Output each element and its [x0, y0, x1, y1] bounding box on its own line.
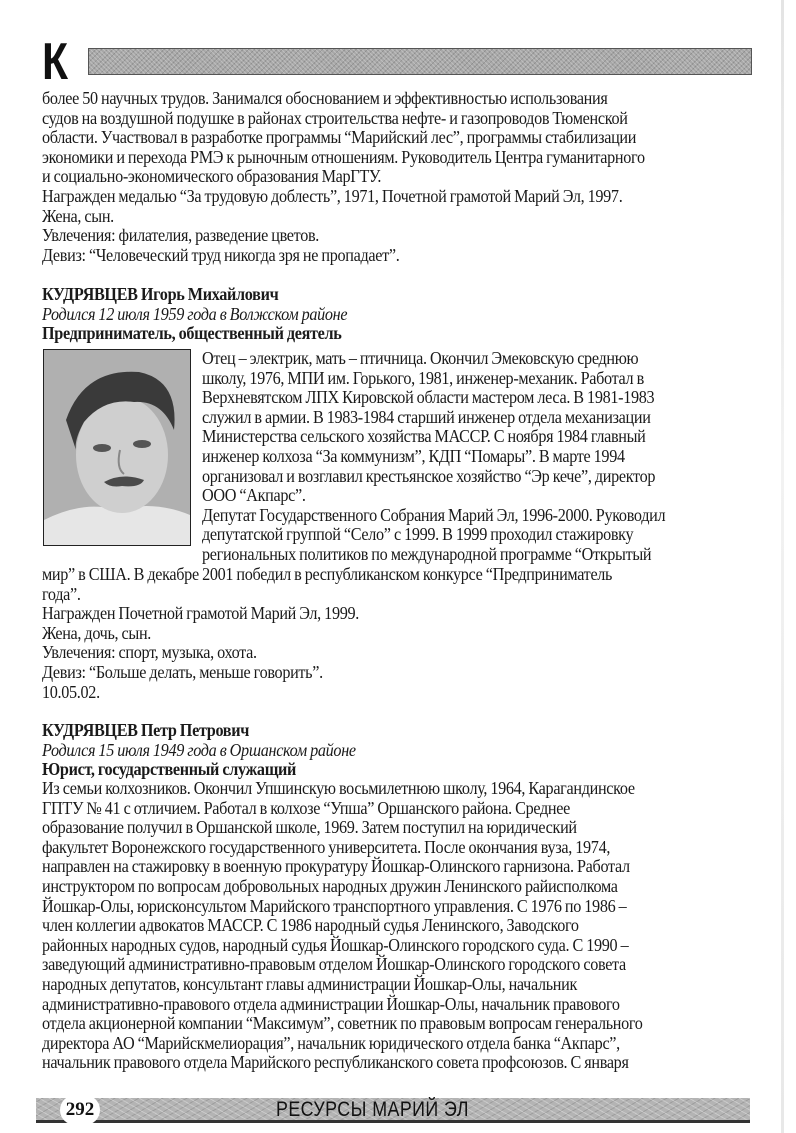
entry-bio [42, 779, 643, 1073]
text-line: административно-правового отдела администрации Йошкар-Олы, начальник правового [42, 993, 620, 1014]
section-header [40, 33, 752, 91]
text-line: член коллегии адвокатов МАССР. С 1986 народный судья Ленинского, Заводского [42, 915, 579, 936]
awards-line: Награжден Почетной грамотой Марий Эл, 1999. [42, 603, 359, 624]
text-line: ООО “Акпарс”. [202, 485, 306, 506]
text-line: области. Участвовал в разработке программы “Марийский лес”, программы стабилизации [42, 127, 637, 148]
entry-heading [42, 285, 347, 344]
text-line: служил в армии. В 1983-1984 старший инженер отдела механизации [202, 406, 651, 427]
entry-birth: Родился 15 июля 1949 года в Оршанском районе [42, 739, 356, 760]
text-line: Отец – электрик, мать – птичница. Окончил Эмековскую среднюю [202, 348, 639, 368]
text-line: региональных политиков по международной программе “Открытый [202, 543, 652, 564]
text-line: экономики и перехода РМЭ к рыночным отношениям. Руководитель Центра гуманитарного [42, 146, 645, 167]
hobbies-line: Увлечения: спорт, музыка, охота. [42, 642, 257, 663]
family-line: Жена, сын. [42, 205, 114, 226]
text-line: мир” в США. В декабре 2001 победил в республиканском конкурсе “Предприниматель [42, 564, 613, 584]
text-line: инженер колхоза “За коммунизм”, КДП “Помары”. В марте 1994 [202, 445, 625, 466]
text-line: судов на воздушной подушке в районах строительства нефте- и газопроводов Тюменской [42, 107, 628, 128]
family-line: Жена, дочь, сын. [42, 622, 152, 643]
awards-line: Награжден медалью “За трудовую доблесть”, 1971, Почетной грамотой Марий Эл, 1997. [42, 185, 623, 206]
entry-occupation: Юрист, государственный служащий [42, 759, 297, 780]
motto-line: Девиз: “Человеческий труд никогда зря не пропадает”. [42, 244, 400, 265]
entry-name: КУДРЯВЦЕВ Игорь Михайлович [42, 284, 279, 304]
entry-heading [42, 721, 356, 780]
text-line: директора АО “Марийскмелиорация”, начальник юридического отдела банка “Акпарс”, [42, 1032, 620, 1053]
text-line: инструктором по вопросам добровольных народных дружин Ленинского райисполкома [42, 875, 618, 896]
text-line: Йошкар-Олы, юрисконсультом Марийского транспортного управления. С 1976 по 1986 – [42, 895, 627, 916]
hobbies-line: Увлечения: филателия, разведение цветов. [42, 225, 320, 246]
text-line: депутатской группой “Село” с 1999. В 1999 проходил стажировку [202, 524, 634, 545]
text-line: народных депутатов, консультант главы администрации Йошкар-Олы, начальник [42, 973, 577, 994]
text-line: Министерства сельского хозяйства МАССР. С ноября 1984 главный [202, 426, 646, 447]
page-number: 292 [60, 1095, 100, 1125]
text-line: и социально-экономического образования МарГТУ. [42, 166, 382, 187]
running-footer-title: РЕСУРСЫ МАРИЙ ЭЛ [276, 1098, 469, 1121]
text-line: заведующий административно-правовым отделом Йошкар-Олинского городского совета [42, 954, 626, 975]
entry-bio-continued [42, 565, 612, 702]
scan-edge [781, 0, 784, 1133]
text-line: районных народных судов, народный судья Йошкар-Олинского городского суда. С 1990 – [42, 934, 629, 955]
date-line: 10.05.02. [42, 681, 100, 702]
text-line: Верхневятском ЛПХ Кировской области мастером леса. В 1981-1983 [202, 387, 655, 408]
section-letter: К [42, 33, 69, 91]
header-decorative-bar [88, 48, 752, 75]
entry-name: КУДРЯВЦЕВ Петр Петрович [42, 720, 250, 740]
continued-entry [42, 89, 645, 265]
text-line: организовал и возглавил крестьянское хозяйство “Эр кече”, директор [202, 465, 656, 486]
text-line: более 50 научных трудов. Занимался обоснованием и эффективностью использования [42, 88, 608, 108]
text-line: образование получил в Оршанской школе, 1969. Затем поступил на юридический [42, 817, 577, 838]
motto-line: Девиз: “Больше делать, меньше говорить”. [42, 661, 323, 682]
portrait-illustration [44, 350, 190, 545]
text-line: года”. [42, 583, 81, 604]
text-line: ГПТУ № 41 с отличием. Работал в колхозе “Упша” Оршанского района. Среднее [42, 797, 570, 818]
entry-birth: Родился 12 июля 1959 года в Волжском районе [42, 303, 348, 324]
text-line: факультет Воронежского государственного университета. После окончания вуза, 1974, [42, 836, 611, 857]
portrait-photo [43, 349, 191, 546]
text-line: школу, 1976, МПИ им. Горького, 1981, инженер-механик. Работал в [202, 367, 644, 388]
text-line: начальник правового отдела Марийского республиканского совета профсоюзов. С января [42, 1052, 629, 1073]
entry-occupation: Предприниматель, общественный деятель [42, 323, 342, 344]
text-line: отдела акционерной компании “Максимум”, советник по правовым вопросам генерального [42, 1013, 643, 1034]
text-line: Из семьи колхозников. Окончил Упшинскую восьмилетнюю школу, 1964, Карагандинское [42, 778, 635, 798]
entry-bio-beside-photo [202, 349, 665, 565]
text-line: Депутат Государственного Собрания Марий Эл, 1996-2000. Руководил [202, 504, 666, 525]
text-line: направлен на стажировку в военную прокуратуру Йошкар-Олинского гарнизона. Работал [42, 856, 630, 877]
